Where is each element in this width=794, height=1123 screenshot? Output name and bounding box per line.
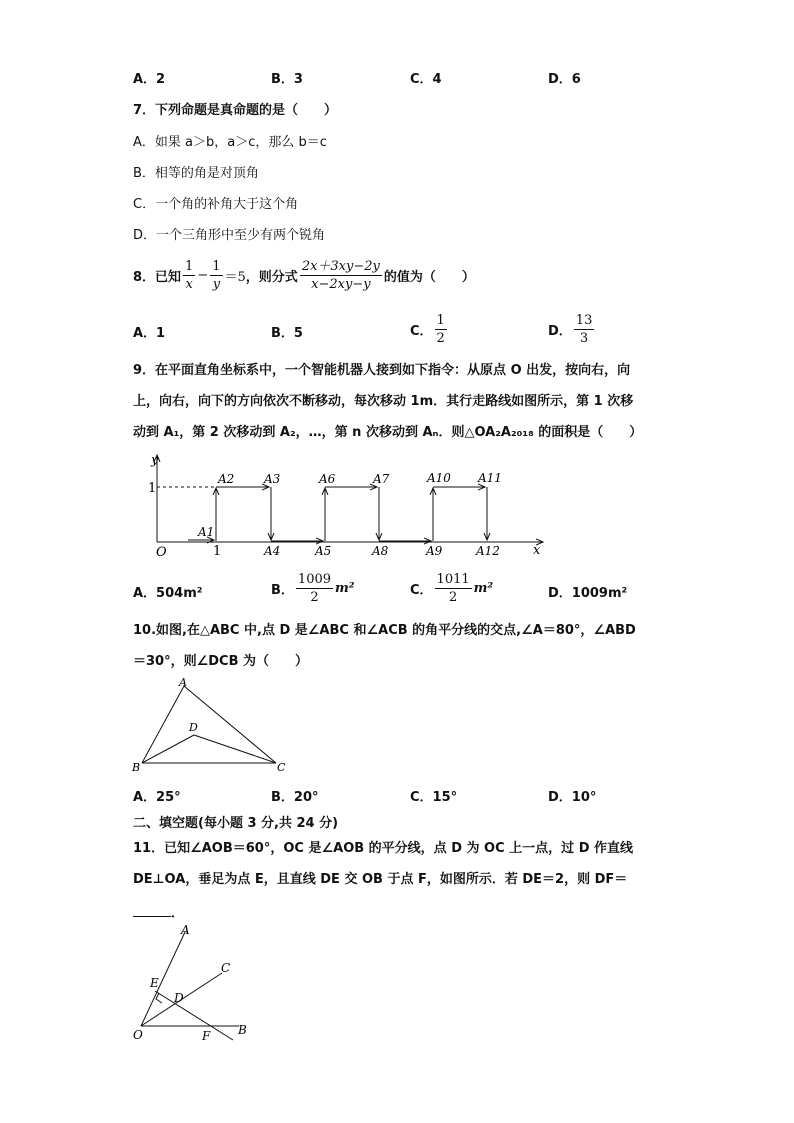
q8-d-num: 13 [575,313,593,328]
q7-option-d: D．一个三角形中至少有两个锐角 [133,228,326,243]
label-a5: A5 [315,544,332,558]
q9-b-num: 1009 [297,572,332,587]
q8-prefix: 8．已知 [133,270,182,285]
segment-dc [194,735,276,763]
q10-line-1: 10.如图,在△ABC 中,点 D 是∠ABC 和∠ACB 的角平分线的交点,∠A＝80°，∠ABD [133,623,636,638]
vertex-a-label: A [179,676,187,689]
q8-option-b: B．5 [271,326,303,341]
q9-line-1: 9．在平面直角坐标系中，一个智能机器人接到如下指令：从原点 O 出发，按向右，向 [133,363,631,378]
q7-stem: 7．下列命题是真命题的是（ ） [133,103,338,118]
q9-b-fraction [296,571,333,606]
q7-option-b: B．相等的角是对顶角 [133,166,259,181]
q8-c-fraction [435,312,447,347]
q9-c-den: 2 [448,590,458,605]
origin-label: O [156,545,167,560]
q9-b-den: 2 [310,590,319,605]
q9-option-a: A．504m² [133,586,203,601]
label-a9: A9 [426,544,443,558]
q10-option-b: B．20° [271,790,319,805]
q9-c-fraction [435,571,472,606]
q8-d-fraction [574,312,595,347]
q9-c-unit: m² [473,581,494,596]
q8-option-a: A．1 [133,326,166,341]
label-a8: A8 [372,544,389,558]
q8-f3-den: x−2xy−y [311,277,371,292]
q8-stem [133,258,475,293]
q6-option-d: D．6 [548,72,581,87]
q8-mid: ，则分式 [245,270,298,285]
label-f: F [202,1029,211,1043]
q8-fraction-2 [210,258,222,293]
label-a3: A3 [264,472,281,486]
label-a1: A1 [198,525,215,539]
q8-d-den: 3 [579,331,589,346]
q8-minus: − [197,268,209,283]
q9-option-c [410,571,493,606]
label-a2: A2 [218,472,235,486]
label-e: E [150,976,159,990]
q11-line-3-end: ． [171,906,185,921]
q9-b-unit: m² [335,581,355,596]
point-d-label: D [189,721,198,734]
q10-option-c: C．15° [410,790,458,805]
q8-c-label: C． [410,324,433,339]
vertex-c-label: C [277,761,286,774]
y-tick-1: 1 [148,481,157,496]
q11-line-2: DE⊥OA，垂足为点 E，且直线 DE 交 OB 于点 F，如图所示．若 DE＝2，则 DF＝ [133,872,628,887]
q7-option-c: C．一个角的补角大于这个角 [133,197,299,212]
q8-suffix: 的值为（ ） [383,270,475,285]
label-a4: A4 [264,544,281,558]
q10-line-2: ＝30°，则∠DCB 为（ ） [133,654,309,669]
label-b: B [238,1023,247,1037]
label-a6: A6 [319,472,336,486]
q6-option-a: A．2 [133,72,166,87]
vertex-b-label: B [132,761,141,774]
q6-option-b: B．3 [271,72,303,87]
q8-f3-num: 2x＋3xy−2y [301,259,380,274]
label-a7: A7 [373,472,390,486]
q11-angle-figure [125,920,265,1048]
x-axis-label: x [533,543,541,558]
q9-b-label: B． [271,583,294,598]
q8-d-label: D． [548,324,572,339]
q9-option-b [271,571,354,606]
q11-line-3 [133,902,184,921]
line-de [155,991,233,1040]
x-tick-1: 1 [213,544,222,559]
q8-fraction-1 [183,258,195,293]
q6-option-c: C．4 [410,72,442,87]
y-axis-label: y [151,453,159,468]
label-o: O [133,1028,143,1042]
label-a10: A10 [427,471,451,485]
q10-triangle-figure [128,676,298,776]
label-a12: A12 [476,544,500,558]
q9-line-3: 动到 A₁，第 2 次移动到 A₂，…，第 n 次移动到 Aₙ．则△OA₂A₂₀₁₈ 的面积是（ ） [133,425,643,440]
q9-c-num: 1011 [436,572,470,587]
q8-f1-den: x [185,277,193,292]
section-2-heading: 二、填空题(每小题 3 分,共 24 分) [133,816,339,831]
q9-option-d: D．1009m² [548,586,628,601]
q8-f2-num: 1 [212,259,221,274]
q10-option-a: A．25° [133,790,181,805]
q8-equals: ＝5 [224,270,246,285]
q8-option-d [548,312,596,347]
q11-line-1: 11．已知∠AOB＝60°，OC 是∠AOB 的平分线，点 D 为 OC 上一点，过 D 作直线 [133,841,634,856]
q8-c-den: 2 [436,331,445,346]
q8-c-num: 1 [436,313,445,328]
q8-f1-num: 1 [185,259,194,274]
q7-option-a: A．如果 a＞b，a＞c，那么 b＝c [133,135,327,150]
q8-f2-den: y [212,277,221,292]
q11-answer-blank [133,916,171,917]
q9-line-2: 上，向右，向下的方向依次不断移动，每次移动 1m．其行走路线如图所示，第 1 次移 [133,394,634,409]
q8-option-c [410,312,449,347]
label-a: A [181,923,190,937]
label-d: D [174,991,184,1005]
q9-c-label: C． [410,583,433,598]
label-a11: A11 [478,471,502,485]
q10-option-d: D．10° [548,790,597,805]
q8-fraction-3 [300,258,382,293]
label-c: C [221,961,231,975]
q9-path-figure [140,448,560,564]
